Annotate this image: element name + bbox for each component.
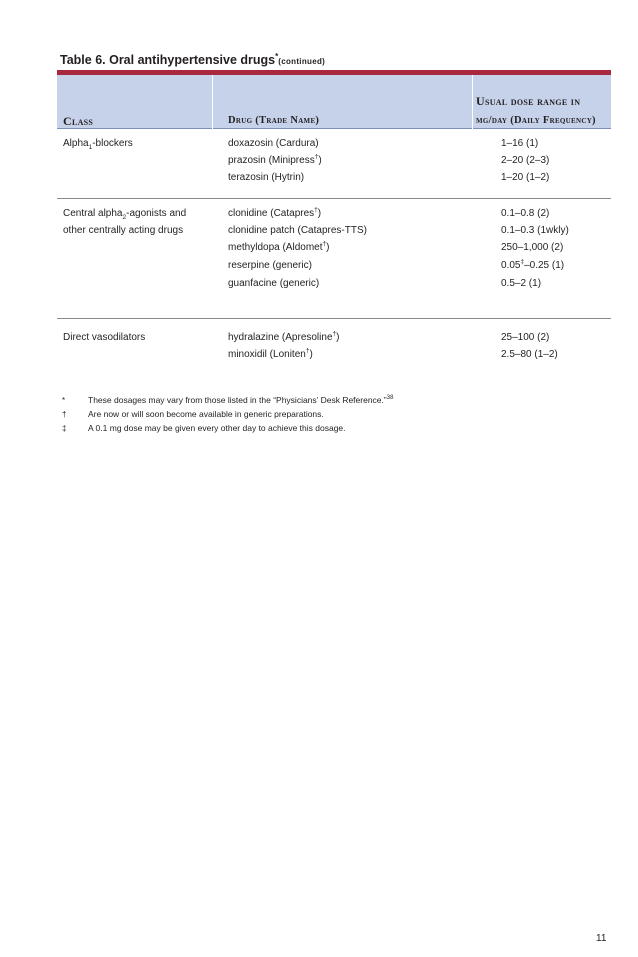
row-3-dose-1: 25–100 (2) <box>501 332 550 343</box>
table-title-continued: (continued) <box>278 57 326 67</box>
row-2-drug-5: guanfacine (generic) <box>228 278 320 289</box>
row-2-dose-5: 0.5–2 (1) <box>501 278 542 289</box>
row-3-drug-1: hydralazine (Apresoline†) <box>228 330 340 343</box>
row-1-drug-2: prazosin (Minipress†) <box>228 153 322 166</box>
table-title-text: Table 6. Oral antihypertensive drugs <box>60 53 276 68</box>
row-2-class-line-2: other centrally acting drugs <box>63 225 184 236</box>
footnote-2-symbol: † <box>62 410 67 419</box>
header-dose-line2: mg/day (Daily Frequency) <box>476 115 596 126</box>
row-3-dose-2: 2.5–80 (1–2) <box>501 349 558 360</box>
row-divider-2 <box>57 318 611 319</box>
header-divider-1 <box>212 75 213 129</box>
footnote-2-text: Are now or will soon become available in generic preparations. <box>88 409 324 419</box>
row-1-drug-1: doxazosin (Cardura) <box>228 138 319 149</box>
table-title-marker: * <box>275 52 279 61</box>
footnote-1-text: These dosages may vary from those listed in the “Physicians’ Desk Reference.”$^{38}$ <box>88 395 394 405</box>
page-number: 11 <box>596 933 607 944</box>
row-2-class-line-1: Central alpha$_2$-agonists and <box>63 208 187 221</box>
row-3-class-line-1: Direct vasodilators <box>63 332 146 343</box>
row-1-dose-1: 1–16 (1) <box>501 138 539 149</box>
row-2-dose-4: 0.05‡–0.25 (1) <box>501 258 565 271</box>
row-2-dose-3: 250–1,000 (2) <box>501 242 564 253</box>
row-1-class-line-1: Alpha$_1$-blockers <box>63 138 133 151</box>
row-2-drug-2: clonidine patch (Catapres-TTS) <box>228 225 367 236</box>
header-divider-2 <box>472 75 473 129</box>
table-title <box>60 52 325 67</box>
header-class: Class <box>63 114 94 128</box>
row-2-drug-4: reserpine (generic) <box>228 260 312 271</box>
row-1-drug-3: terazosin (Hytrin) <box>228 172 305 183</box>
footnote-3-text: A 0.1 mg dose may be given every other day to achieve this dosage. <box>88 423 346 433</box>
footnote-1-symbol: * <box>62 396 66 405</box>
header-dose-line1: Usual dose range in <box>476 94 581 108</box>
row-2-drug-1: clonidine (Catapres†) <box>228 206 322 219</box>
row-2-dose-1: 0.1–0.8 (2) <box>501 208 550 219</box>
footnote-3-symbol: ‡ <box>62 424 67 433</box>
row-3-drug-2: minoxidil (Loniten†) <box>228 347 313 360</box>
row-divider-1 <box>57 198 611 199</box>
row-1-dose-3: 1–20 (1–2) <box>501 172 550 183</box>
row-1-dose-2: 2–20 (2–3) <box>501 155 550 166</box>
header-drug: Drug (Trade Name) <box>228 115 320 126</box>
row-2-dose-2: 0.1–0.3 (1wkly) <box>501 225 569 236</box>
row-2-drug-3: methyldopa (Aldomet†) <box>228 240 330 253</box>
